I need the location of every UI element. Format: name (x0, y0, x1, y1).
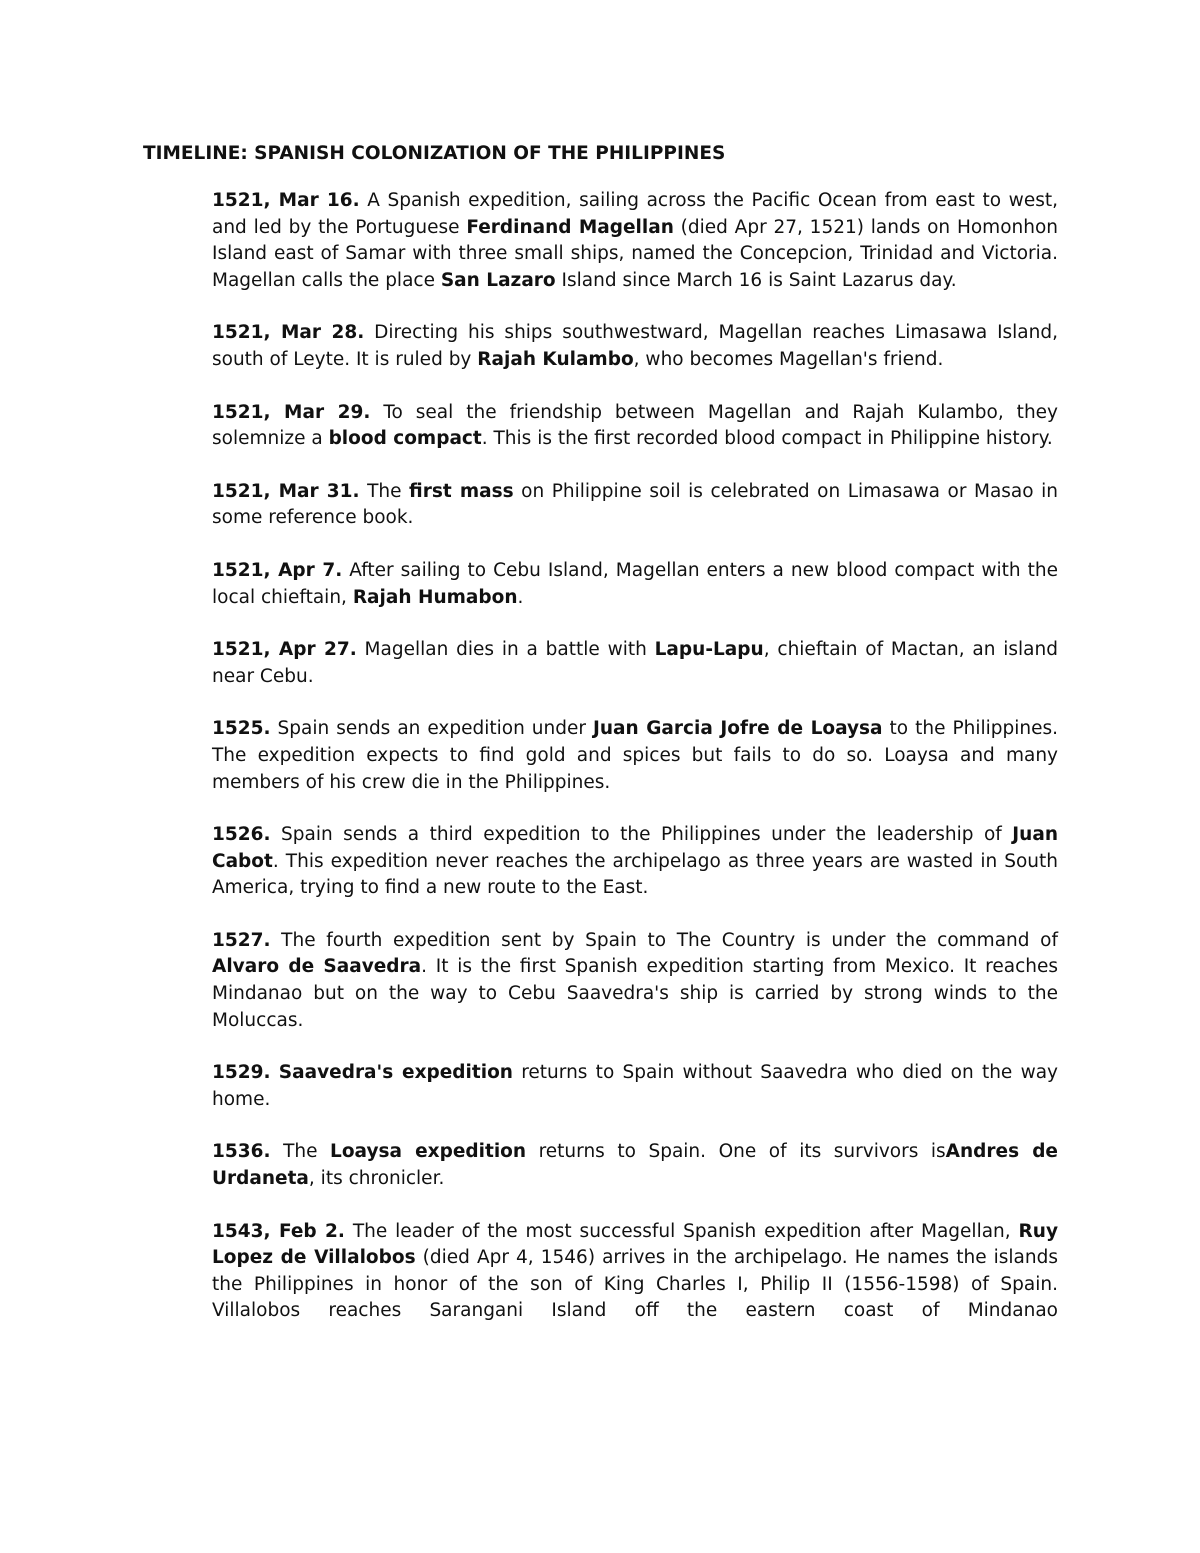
entry-highlight: Rajah Kulambo (477, 348, 634, 370)
entry-text: . This expedition never reaches the archipelago as three years are wasted in South America, trying to find a new route to the East. (212, 850, 1058, 899)
timeline-entry-1525 (212, 716, 1058, 796)
entry-text: Spain sends a third expedition to the Philippines under the leadership of (270, 824, 1013, 846)
entry-date: 1521, Mar 16. (212, 190, 360, 211)
entry-text: The (270, 1141, 331, 1163)
entry-text: The fourth expedition sent by Spain to The Country is under the command of (270, 929, 1058, 951)
timeline-entry-1526 (212, 822, 1058, 902)
entry-date: 1521, Apr 7. (212, 559, 343, 581)
entry-date: 1527. (212, 929, 271, 951)
timeline-entries (212, 188, 1058, 1351)
entry-text: on Philippine soil is celebrated on Limasawa or Masao in some reference book. (212, 480, 1058, 529)
entry-date: 1521, Mar 31. (212, 480, 360, 502)
entry-text (271, 1062, 279, 1083)
entry-text: . (517, 586, 524, 608)
entry-text: Spain sends an expedition under (270, 718, 593, 740)
entry-highlight: Rajah Humabon (352, 586, 518, 608)
entry-text: A Spanish expedition, sailing across the Pacific Ocean from east to west, and led by the Portuguese (212, 190, 1058, 238)
entry-highlight: Saavedra's expedition (278, 1062, 513, 1084)
entry-text: (died Apr 4, 1546) arrives in the archipelago. He names the islands the Philippines in honor of the son of King Charles I, Philip II (1556-1598) of Spain. Villalobos reaches Sarangani Island off the eastern coast of Mindanao (212, 1247, 1058, 1322)
timeline-entry-1527 (212, 928, 1058, 1034)
entry-highlight: Juan Cabot (212, 824, 1058, 872)
timeline-entry-1521-mar-31 (212, 479, 1058, 532)
entry-date: 1526. (212, 824, 271, 846)
entry-text: , its chronicler. (308, 1168, 445, 1190)
entry-text: returns to Spain without Saavedra who died on the way home. (212, 1062, 1058, 1110)
entry-highlight: Loaysa expedition (330, 1141, 527, 1163)
entry-text: To seal the friendship between Magellan and Rajah Kulambo, they solemnize a (212, 401, 1058, 450)
entry-highlight: Andres de Urdaneta (212, 1141, 1058, 1190)
entry-date: 1521, Apr 27. (212, 639, 357, 661)
timeline-entry-1543-feb-2 (212, 1219, 1058, 1325)
timeline-entry-1529 (212, 1060, 1058, 1113)
entry-text: , who becomes Magellan's friend. (633, 348, 944, 370)
entry-text: . It is the first Spanish expedition starting from Mexico. It reaches Mindanao but on the way to Cebu Saavedra's ship is carried by strong winds to the Moluccas. (212, 956, 1058, 1031)
entry-text: Magellan dies in a battle with (356, 639, 655, 661)
entry-highlight: Juan Garcia Jofre de Loaysa (592, 718, 883, 740)
entry-text: , chieftain of Mactan, an island near Cebu. (212, 639, 1058, 687)
entry-highlight: Ruy Lopez de Villalobos (212, 1220, 1059, 1269)
entry-highlight: blood compact (328, 428, 482, 450)
entry-text: (died Apr 27, 1521) lands on Homonhon Island east of Samar with three small ships, named the Concepcion, Trinidad and Victoria. Magellan calls the place (212, 216, 1059, 291)
entry-text: Island since March 16 is Saint Lazarus day. (555, 269, 957, 291)
entry-date: 1521, Mar 29. (212, 401, 371, 423)
timeline-entry-1521-apr-27 (212, 637, 1058, 690)
entry-highlight: first mass (409, 480, 514, 502)
timeline-entry-1521-mar-29 (212, 400, 1058, 453)
entry-date: 1543, Feb 2. (212, 1220, 345, 1242)
entry-date: 1525. (212, 718, 271, 740)
entry-date: 1521, Mar 28. (212, 322, 365, 344)
timeline-entry-1521-mar-16 (212, 188, 1058, 294)
entry-date: 1529. (212, 1062, 271, 1084)
entry-highlight: Ferdinand Magellan (466, 216, 674, 238)
entry-text: to the Philippines. The expedition expects to find gold and spices but fails to do so. Loaysa and many members of his crew die in the Philippines. (212, 718, 1058, 793)
timeline-entry-1521-mar-28 (212, 320, 1058, 373)
entry-text: returns to Spain. One of its survivors is (526, 1141, 946, 1163)
entry-text: The (359, 480, 410, 502)
entry-highlight: Alvaro de Saavedra (212, 956, 422, 978)
entry-highlight: San Lazaro (440, 269, 556, 291)
entry-text: Directing his ships southwestward, Magellan reaches Limasawa Island, south of Leyte. It is ruled by (212, 322, 1058, 370)
entry-text: . This is the first recorded blood compact in Philippine history. (481, 428, 1053, 450)
entry-text: The leader of the most successful Spanish expedition after Magellan, (344, 1220, 1019, 1242)
entry-highlight: Lapu-Lapu (654, 639, 764, 661)
entry-date: 1536. (212, 1141, 271, 1163)
document-title: TIMELINE: SPANISH COLONIZATION OF THE PHILIPPINES (143, 143, 726, 164)
timeline-entry-1536 (212, 1139, 1058, 1192)
entry-text: After sailing to Cebu Island, Magellan enters a new blood compact with the local chieftain, (212, 559, 1059, 608)
timeline-entry-1521-apr-7 (212, 558, 1058, 611)
